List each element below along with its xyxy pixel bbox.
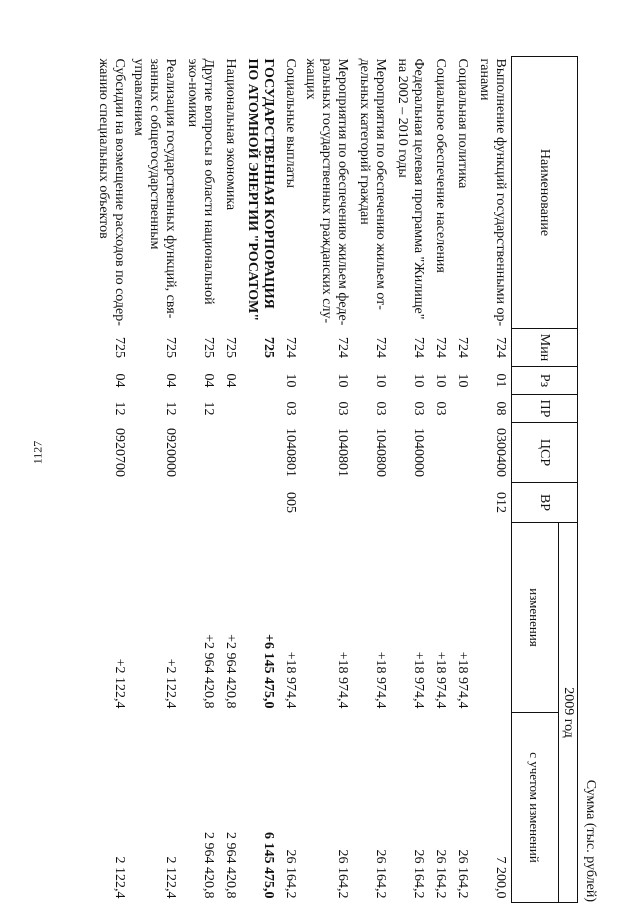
- table-header: [512, 57, 578, 903]
- table-row: [131, 57, 182, 903]
- table-row: [242, 57, 280, 903]
- cell-change: +6 145 475,0: [261, 634, 277, 709]
- cell-csr: [182, 423, 220, 483]
- cell-min: 724: [433, 337, 449, 358]
- cell-csr: 0300400: [493, 428, 508, 477]
- cell-csr: [452, 423, 474, 483]
- cell-csr: 0920000: [163, 428, 179, 477]
- cell-rz: 10: [335, 373, 351, 388]
- cell-total: 26 164,2: [283, 849, 299, 899]
- cell-change: +18 974,4: [433, 651, 449, 709]
- header-with-changes: с учетом изменений: [512, 713, 559, 903]
- header-name: Наименование: [512, 57, 578, 329]
- cell-rz: 10: [455, 373, 471, 388]
- cell-name: Федеральная целевая программа "Жилище" на 2002 – 2010 годы: [395, 58, 427, 320]
- cell-vr: [242, 483, 280, 523]
- cell-rz: 10: [433, 373, 449, 388]
- cell-vr: [354, 483, 392, 523]
- cell-vr: [392, 483, 430, 523]
- cell-min: 725: [223, 337, 239, 358]
- cell-pr: [452, 395, 474, 423]
- cell-vr: [302, 483, 354, 523]
- cell-change: [474, 523, 512, 713]
- cell-rz: 10: [373, 373, 389, 388]
- cell-min: 724: [411, 337, 427, 358]
- cell-total: 26 164,2: [455, 849, 471, 899]
- cell-total: 2 122,4: [112, 856, 128, 899]
- cell-change: +2 964 420,8: [201, 634, 217, 709]
- cell-pr: 03: [411, 401, 427, 416]
- table-row: [452, 57, 474, 903]
- cell-name: Реализация государственных функций, свя-занных с общегосударственным управлением: [131, 58, 179, 319]
- header-min: Мин: [512, 329, 578, 367]
- cell-name: Субсидии на возмещение расходов по содер-жанию специальных объектов: [96, 58, 128, 326]
- cell-min: 725: [163, 337, 179, 358]
- cell-pr: [242, 395, 280, 423]
- header-year: 2009 год: [559, 523, 578, 903]
- cell-total: 6 145 475,0: [261, 832, 277, 899]
- cell-pr: [220, 395, 242, 423]
- table-row: [182, 57, 220, 903]
- cell-rz: 01: [493, 373, 508, 388]
- cell-min: 724: [283, 337, 299, 358]
- cell-vr: [430, 483, 452, 523]
- cell-min: 725: [201, 337, 217, 358]
- cell-name: Другие вопросы в области национальной эко-номики: [185, 58, 217, 305]
- cell-vr: 005: [283, 492, 299, 513]
- table-row: [93, 57, 131, 903]
- cell-name: Социальные выплаты: [283, 58, 299, 189]
- cell-name: Социальное обеспечение населения: [433, 58, 449, 273]
- cell-vr: 012: [493, 492, 508, 513]
- cell-rz: 10: [411, 373, 427, 388]
- cell-csr: 1040000: [411, 428, 427, 477]
- cell-vr: [182, 483, 220, 523]
- table-row: [474, 57, 512, 903]
- cell-pr: 12: [163, 401, 179, 416]
- header-changes: изменения: [512, 523, 559, 713]
- cell-change: +18 974,4: [455, 651, 471, 709]
- cell-csr: [242, 423, 280, 483]
- cell-min: 725: [261, 337, 277, 358]
- cell-name: ГОСУДАРСТВЕННАЯ КОРПОРАЦИЯ ПО АТОМНОЙ ЭНЕРГИИ "РОСАТОМ": [245, 58, 277, 322]
- cell-change: +2 122,4: [112, 658, 128, 709]
- cell-change: +2 122,4: [163, 658, 179, 709]
- cell-change: +18 974,4: [335, 651, 351, 709]
- page-number: 1127: [30, 440, 45, 465]
- cell-pr: 12: [112, 401, 128, 416]
- cell-vr: [93, 483, 131, 523]
- cell-total: 7 200,0: [493, 856, 508, 899]
- cell-name: Мероприятия по обеспечению жильем от-дельных категорий граждан: [357, 58, 389, 310]
- cell-csr: 1040800: [373, 428, 389, 477]
- cell-name: Национальная экономика: [223, 58, 239, 211]
- cell-name: Мероприятия по обеспечению жильем феде-ральных государственных гражданских слу-жащих: [303, 58, 351, 326]
- table-row: [392, 57, 430, 903]
- cell-name: Выполнение функций государственными ор-ганами: [477, 58, 508, 327]
- cell-rz: 04: [201, 373, 217, 388]
- cell-rz: 10: [283, 373, 299, 388]
- table-row: [220, 57, 242, 903]
- rotated-table-page: [96, 56, 598, 902]
- header-pr: ПР: [512, 395, 578, 423]
- cell-min: 724: [493, 337, 508, 358]
- cell-total: 26 164,2: [411, 849, 427, 899]
- cell-pr: 03: [335, 401, 351, 416]
- cell-change: +2 964 420,8: [223, 634, 239, 709]
- cell-csr: 0920700: [112, 428, 128, 477]
- cell-min: 724: [373, 337, 389, 358]
- cell-min: 724: [335, 337, 351, 358]
- cell-pr: 12: [201, 401, 217, 416]
- cell-total: 26 164,2: [433, 849, 449, 899]
- budget-table: [93, 56, 579, 903]
- cell-total: 2 964 420,8: [223, 832, 239, 899]
- cell-min: 724: [455, 337, 471, 358]
- table-row: [354, 57, 392, 903]
- cell-vr: [452, 483, 474, 523]
- cell-total: 26 164,2: [373, 849, 389, 899]
- sum-caption: Сумма (тыс. рублей): [583, 779, 598, 902]
- cell-vr: [220, 483, 242, 523]
- cell-min: 725: [112, 337, 128, 358]
- cell-name: Социальная политика: [455, 58, 471, 189]
- cell-change: +18 974,4: [283, 651, 299, 709]
- header-csr: ЦСР: [512, 423, 578, 483]
- table-row: [430, 57, 452, 903]
- header-vr: ВР: [512, 483, 578, 523]
- cell-pr: 08: [493, 401, 508, 416]
- cell-rz: [242, 367, 280, 395]
- cell-total: 26 164,2: [335, 849, 351, 899]
- cell-pr: 03: [373, 401, 389, 416]
- cell-pr: 03: [283, 401, 299, 416]
- cell-csr: [220, 423, 242, 483]
- cell-csr: 1040801: [283, 428, 299, 477]
- cell-vr: [131, 483, 182, 523]
- cell-rz: 04: [163, 373, 179, 388]
- cell-csr: [430, 423, 452, 483]
- cell-change: +18 974,4: [411, 651, 427, 709]
- table-row: [302, 57, 354, 903]
- cell-change: +18 974,4: [373, 651, 389, 709]
- cell-total: 2 122,4: [163, 856, 179, 899]
- cell-rz: 04: [223, 373, 239, 388]
- header-rz: Рз: [512, 367, 578, 395]
- cell-total: 2 964 420,8: [201, 832, 217, 899]
- table-body: [93, 57, 512, 903]
- cell-rz: 04: [112, 373, 128, 388]
- table-row: [280, 57, 302, 903]
- cell-pr: 03: [433, 401, 449, 416]
- cell-csr: 1040801: [335, 428, 351, 477]
